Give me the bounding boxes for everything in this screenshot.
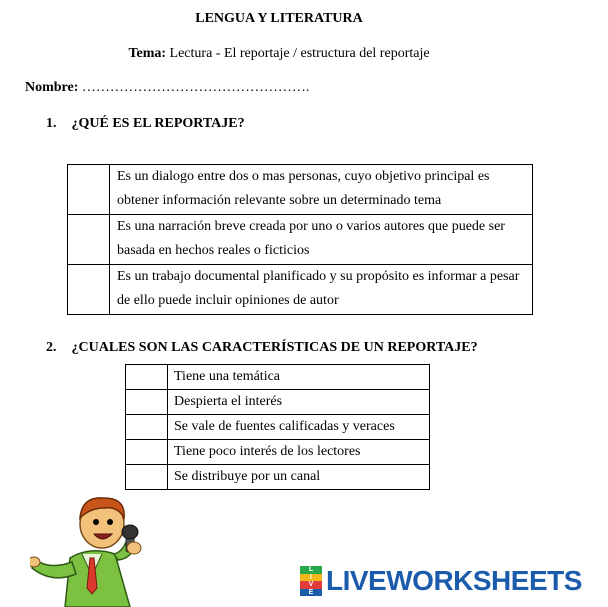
table-row — [126, 465, 430, 490]
question-2-heading — [46, 340, 478, 356]
table-row — [126, 365, 430, 390]
table-row — [68, 165, 533, 215]
answer-box-2-2[interactable] — [126, 390, 168, 415]
answer-box-1-2[interactable] — [68, 215, 110, 265]
question-1-number: 1. — [46, 116, 57, 131]
badge-letter: V — [300, 581, 322, 589]
table-row — [126, 415, 430, 440]
worksheet-title: LENGUA Y LITERATURA — [195, 11, 363, 26]
answer-box-2-4[interactable] — [126, 440, 168, 465]
option-text: Es un trabajo documental planificado y su propósito es informar a pesar de ello puede incluir opiniones de autor — [110, 265, 533, 315]
answer-box-1-3[interactable] — [68, 265, 110, 315]
option-text: Tiene una temática — [168, 365, 430, 390]
topic-text: Lectura - El reportaje / estructura del reportaje — [169, 46, 430, 61]
name-line — [25, 80, 309, 96]
logo-text: LIVEWORKSHEETS — [326, 565, 582, 596]
badge-letter: I — [300, 574, 322, 582]
answer-box-2-3[interactable] — [126, 415, 168, 440]
question-2-options-table — [125, 364, 430, 490]
answer-box-2-1[interactable] — [126, 365, 168, 390]
name-label: Nombre: — [25, 80, 79, 95]
liveworksheets-logo — [300, 564, 582, 598]
option-text: Se vale de fuentes calificadas y veraces — [168, 415, 430, 440]
question-2-text: ¿CUALES SON LAS CARACTERÍSTICAS DE UN REPORTAJE? — [71, 340, 478, 355]
question-2-number: 2. — [46, 340, 57, 355]
question-1-options-table — [67, 164, 533, 315]
topic-line — [0, 46, 558, 62]
badge-letter: E — [300, 589, 322, 597]
table-row — [68, 215, 533, 265]
logo-badge-icon — [300, 566, 322, 596]
table-row — [126, 390, 430, 415]
option-text: Es un dialogo entre dos o mas personas, cuyo objetivo principal es obtener información relevante sobre un determinado tema — [110, 165, 533, 215]
badge-letter: L — [300, 566, 322, 574]
question-1-heading — [46, 116, 245, 132]
option-text: Se distribuye por un canal — [168, 465, 430, 490]
option-text: Tiene poco interés de los lectores — [168, 440, 430, 465]
name-blank: …………………………………………. — [81, 80, 310, 95]
answer-box-2-5[interactable] — [126, 465, 168, 490]
question-1-text: ¿QUÉ ES EL REPORTAJE? — [71, 116, 245, 131]
topic-label: Tema: — [128, 46, 167, 61]
option-text: Despierta el interés — [168, 390, 430, 415]
table-row — [126, 440, 430, 465]
table-row — [68, 265, 533, 315]
answer-box-1-1[interactable] — [68, 165, 110, 215]
option-text: Es una narración breve creada por uno o varios autores que puede ser basada en hechos reales o ficticios — [110, 215, 533, 265]
reporter-illustration — [30, 488, 160, 607]
